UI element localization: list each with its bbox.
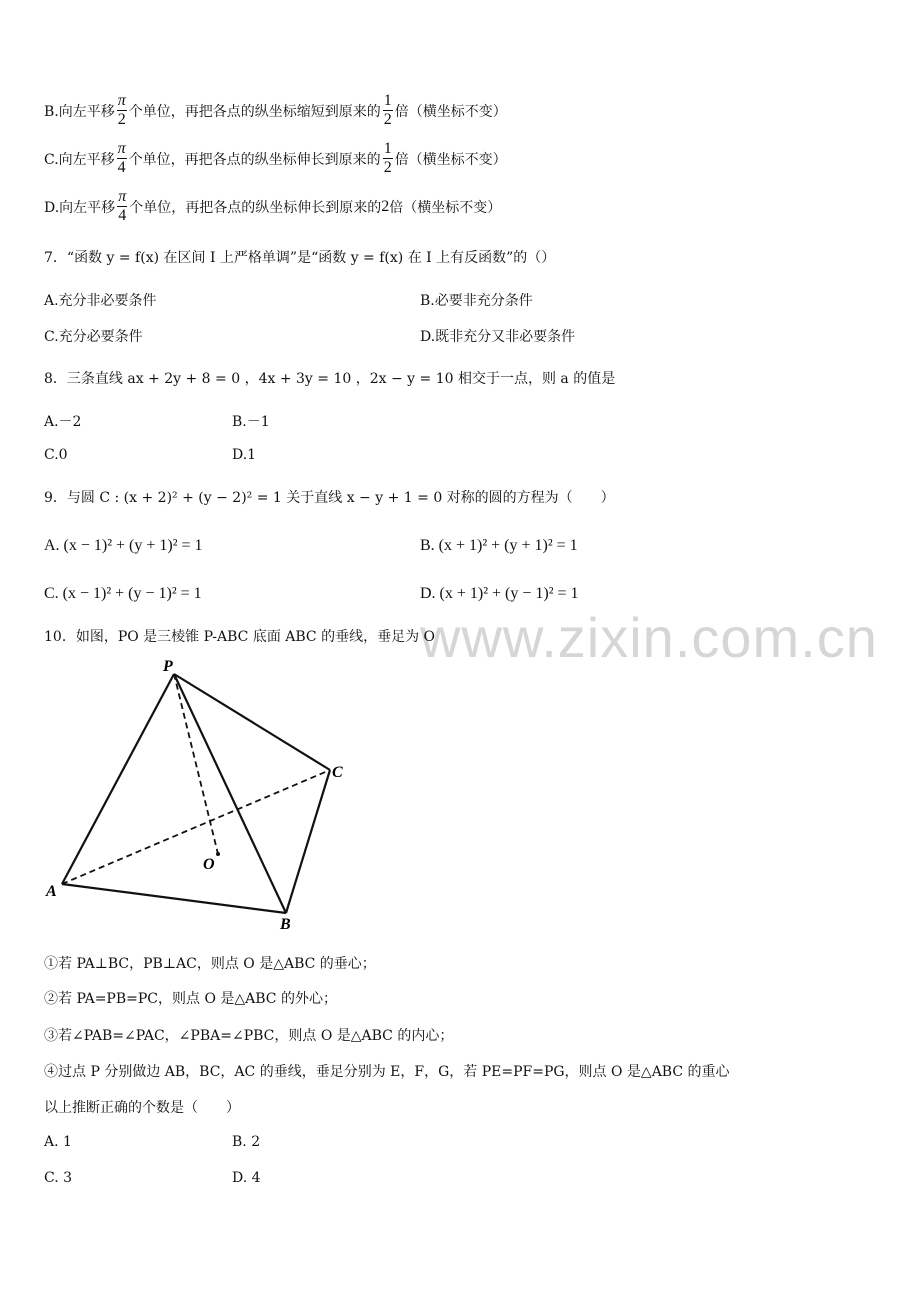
label-p: P: [163, 658, 173, 675]
q10-statement-3: ③若∠PAB=∠PAC，∠PBA=∠PBC，则点 O 是△ABC 的内心；: [44, 1028, 454, 1044]
q10-stem: 10．如图，PO 是三棱锥 P-ABC 底面 ABC 的垂线，垂足为 O: [44, 629, 436, 645]
watermark: www.zixin.com.cn: [420, 606, 878, 669]
label-c: C: [332, 764, 343, 781]
option-d-prefix: D.向左平移: [44, 199, 116, 216]
q8-option-b: B.－1: [232, 414, 270, 430]
one-half-fraction: $\frac{1}{2}$: [383, 140, 392, 176]
edge-pb: [174, 674, 286, 913]
label-a: A: [46, 883, 57, 900]
q10-statement-2: ②若 PA=PB=PC，则点 O 是△ABC 的外心；: [44, 991, 337, 1007]
q10-option-c: C. 3: [44, 1170, 73, 1186]
option-c-middle: 个单位，再把各点的纵坐标伸长到原来的: [128, 151, 381, 168]
q10-option-b: B. 2: [232, 1134, 261, 1150]
q7-option-a: A.充分非必要条件: [44, 293, 157, 309]
q10-statement-4: ④过点 P 分别做边 AB，BC，AC 的垂线，垂足分别为 E，F，G，若 PE=PF=PG，则点 O 是△ABC 的重心: [44, 1064, 730, 1080]
edge-pa: [62, 674, 174, 884]
option-b-suffix: 倍（横坐标不变）: [394, 103, 507, 120]
q7-option-c: C.充分必要条件: [44, 329, 143, 345]
q8-option-c: C.0: [44, 447, 68, 463]
pi-over-2-fraction: $\frac{\pi}{2}$: [117, 92, 126, 128]
option-b-middle: 个单位，再把各点的纵坐标缩短到原来的: [128, 103, 381, 120]
option-c-prefix: C.向左平移: [44, 151, 115, 168]
label-b: B: [280, 916, 291, 933]
q10-option-a: A. 1: [44, 1134, 72, 1150]
q10-question: 以上推断正确的个数是（ ）: [44, 1100, 240, 1116]
q8-stem: 8．三条直线 ax + 2y + 8 = 0 ，4x + 3y = 10 ，2x − y = 10 相交于一点，则 a 的值是: [44, 371, 616, 387]
option-d-suffix: 倍（横坐标不变）: [389, 199, 502, 216]
q7-option-b: B.必要非充分条件: [420, 293, 533, 309]
edge-ab: [62, 884, 286, 913]
q8-option-a: A.－2: [44, 414, 82, 430]
q9-option-b: B. (x + 1)² + (y + 1)² = 1: [420, 537, 578, 554]
q9-option-d: D. (x + 1)² + (y − 1)² = 1: [420, 585, 579, 602]
q8-option-d: D.1: [232, 447, 257, 463]
q9-option-c: C. (x − 1)² + (y − 1)² = 1: [44, 585, 202, 602]
label-o: O: [203, 856, 215, 873]
edge-ac-dashed: [62, 770, 330, 884]
option-c-suffix: 倍（横坐标不变）: [394, 151, 507, 168]
pi-over-4-fraction: $\frac{\pi}{4}$: [117, 140, 126, 176]
pi-over-4-fraction: $\frac{\pi}{4}$: [118, 188, 127, 224]
option-b-prefix: B.向左平移: [44, 103, 115, 120]
point-o: [216, 852, 220, 856]
q9-option-a: A. (x − 1)² + (y + 1)² = 1: [44, 537, 203, 554]
edge-bc: [286, 770, 330, 913]
q9-stem: 9．与圆 C : (x + 2)² + (y − 2)² = 1 关于直线 x − y + 1 = 0 对称的圆的方程为（ ）: [44, 490, 615, 506]
q10-statement-1: ①若 PA⊥BC，PB⊥AC，则点 O 是△ABC 的垂心；: [44, 956, 376, 972]
q7-stem: 7．“函数 y = f(x) 在区间 I 上严格单调”是“函数 y = f(x) 在 I 上有反函数”的（）: [44, 250, 556, 266]
one-half-fraction: $\frac{1}{2}$: [383, 92, 392, 128]
q7-option-d: D.既非充分又非必要条件: [420, 329, 576, 345]
option-d-value: 2: [381, 197, 390, 215]
q10-option-d: D. 4: [232, 1170, 261, 1186]
option-d-middle: 个单位，再把各点的纵坐标伸长到原来的: [129, 199, 382, 216]
